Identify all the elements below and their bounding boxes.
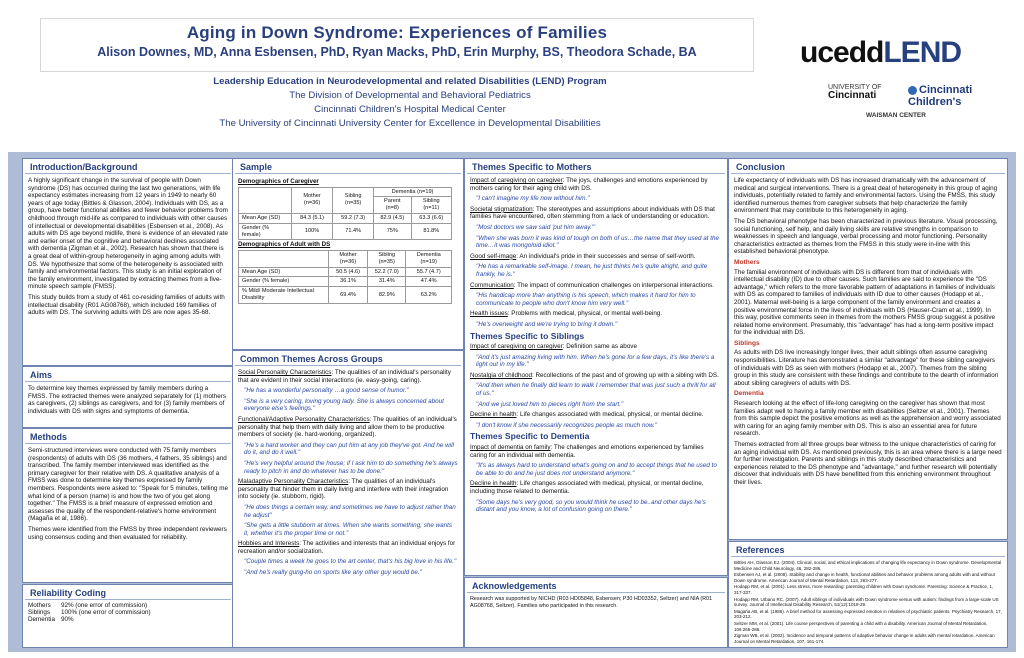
quote: "His handicap more than anything is his speech, which makes it hard for him to communicate to people who don't know him very well." xyxy=(476,292,696,307)
row-label: Mean Age (SD) xyxy=(239,213,292,223)
quote: "When she was born it was kind of tough on both of us…the name that they used at the time…it was mongoloid idiot." xyxy=(476,234,720,250)
uc-logo-small: UNIVERSITY OF xyxy=(828,84,882,91)
table-cell-empty xyxy=(239,187,292,213)
theme-label: Functional/Adaptive Personality Characteristics xyxy=(238,415,370,423)
theme-label: Nostalgia of childhood xyxy=(470,371,532,379)
ack-text: Research was supported by NICHD (R03 HD05848, Esbensen; P30 HD03352, Seltzer) and NIA (R01 AG08768, Seltzer). Families who participated in this research. xyxy=(470,596,713,609)
quote: "He has a remarkable self-image. I mean, he just thinks he's quite alright, and quite frankly, he is." xyxy=(476,263,708,278)
adult-table xyxy=(238,250,452,304)
mothers-theme-3 xyxy=(470,253,722,261)
aims-p1: To determine key themes expressed by family members during a FMSS. The extracted themes were analyzed separately for (1) mothers as caregivers, (2) siblings as caregivers, and for (3) family members of individuals with DS with signs and symptoms of dementia. xyxy=(28,385,226,415)
reliability-table xyxy=(28,603,157,623)
table-row xyxy=(239,277,452,287)
quote: "Some days he's very good, so you would think he used to be..and other days he's distant and you know, a lot of confusion going on there." xyxy=(476,498,706,514)
ucedd-lend-logo xyxy=(800,36,961,70)
conclusion-p3: The familial environment of individuals with DS is different from that of individuals with intellectual disability (ID) due to other causes. Such families are said to experience the "DS advantage," which refers to the more favorable pattern of adaptations in families of individuals with DS as compared to families of individuals with ID due to other causes (Hodapp et al., 2001). Maternal well-being is a large component of the family environment and creates a positive environmental force in the lives of individuals with DS (Hauser-Cram et al., 1999). In this way, positive comments seen in themes from the mothers FMSS group suggest a positive related home environment. Presumably, this "advantage" has had a long-term positive impact for the individual with DS. xyxy=(734,268,995,337)
sample-heading: Sample xyxy=(235,159,461,174)
caregiver-table xyxy=(238,187,452,241)
cch-dot-icon xyxy=(908,86,917,95)
theme-label: Social Personality Characteristics xyxy=(238,369,332,376)
col-sibling: Sibling (n=35) xyxy=(333,187,374,213)
siblings-heading: Themes Specific to Siblings xyxy=(470,330,585,341)
theme-text: : Life changes associated with medical, physical, or mental decline. xyxy=(516,411,704,419)
quote: "He's a hard worker and they can put him at any job they've got. And he will do it, and do it well." xyxy=(244,441,454,457)
intro-heading: Introduction/Background xyxy=(25,159,231,174)
theme-label: Impact of caregiving on caregiver xyxy=(470,343,563,351)
affiliation-3: Cincinnati Children's Hospital Medical Center xyxy=(314,104,506,115)
table-cell: 81.8% xyxy=(411,223,451,240)
theme-text: : Recollections of the past and of growing up with a sibling with DS. xyxy=(531,371,719,379)
reliability-group: Siblings xyxy=(28,608,51,616)
references-heading: References xyxy=(731,542,1005,557)
col-sibling: Sibling (n=35) xyxy=(368,250,406,267)
quote: "She gets a little stubborn at times. When she wants something, she wants it, whether it's the proper time or not." xyxy=(244,522,453,537)
poster-body xyxy=(8,152,1016,652)
table-row xyxy=(239,223,452,240)
table-cell-empty xyxy=(239,250,329,267)
quote: "He's overweight and we're trying to bring it down." xyxy=(476,320,618,328)
caregiver-table-caption: Demographics of Caregiver xyxy=(238,178,319,185)
dementia-theme-2 xyxy=(470,480,722,495)
theme-label: Health issues xyxy=(470,310,508,318)
theme-text: : The qualities of an individual's personality that are evident in their social interactions (ie. easy-going, caring). xyxy=(238,369,451,384)
theme-text: : Definition same as above xyxy=(562,343,637,351)
table-cell: 50.5 (4.6) xyxy=(329,267,368,277)
quote: "And we just loved him to pieces right from the start." xyxy=(476,400,624,408)
ack-panel xyxy=(464,577,728,648)
ack-heading: Acknowledgements xyxy=(467,578,725,593)
quote: "Couple times a week he goes to the art center, that's his big love in his life." xyxy=(244,558,457,566)
siblings-theme-2 xyxy=(470,372,722,380)
dementia-theme-1 xyxy=(470,444,722,459)
conclusion-heading: Conclusion xyxy=(731,159,1005,174)
mothers-heading: Themes Specific to Mothers xyxy=(467,159,725,174)
logo-lend: LEND xyxy=(883,36,962,69)
table-row xyxy=(239,250,452,267)
mothers-theme-4 xyxy=(470,282,722,290)
quote: "He does things a certain way, and sometimes we have to adjust rather than he adjust" xyxy=(244,503,456,519)
conclusion-p4: As adults with DS live increasingly longer lives, their adult siblings often assume caregiving responsibilities. Literature has demonstrated a similar "advantage" for these sibling caregivers of individuals with DS as seen with mothers (Hodapp et al., 2007). Themes from the sibling group in this study are consistent with these findings and contribute to the dearth of information about sibling caregivers of adults with DS. xyxy=(734,349,999,387)
theme-label: Good self-image xyxy=(470,252,517,260)
affiliation-4: The University of Cincinnati University Center for Excellence in Developmental Disabilities xyxy=(219,118,601,129)
table-cell: 47.4% xyxy=(406,277,452,287)
aims-panel xyxy=(22,366,234,428)
conclusion-mothers-heading: Mothers xyxy=(734,258,760,266)
theme-text: : An individual's pride in their successes and sense of self-worth. xyxy=(516,252,696,260)
col-mother: Mother (n=36) xyxy=(291,187,332,213)
theme-label: Impact of caregiving on caregiver xyxy=(470,177,563,184)
conclusion-p6: Themes extracted from all three groups bear witness to the unique characteristics of caring for an aging individual with DS. As mentioned previously, this is an area where there is a large need for further investigation. Parents and siblings in this study described characteristics and experiences related to the DS phenotype and "advantage," and further research will potentially discover that individuals with DS have benefitted from this enriching environment throughout their lives. xyxy=(734,441,1002,486)
col-parent: Parent (n=8) xyxy=(374,197,412,214)
table-cell: 63.3 (6.6) xyxy=(411,213,451,223)
theme-text: : The challenges and emotions experienced by families caring for an individual with dementia. xyxy=(470,444,704,459)
quote: "She is a very caring, loving young lady. She is always concerned about everyone else's feelings." xyxy=(244,397,444,413)
reference-item: Hodapp RM, et al. (2001). Less stress, more rewarding: parenting children with Down syndrome. Parenting: Science & Practice, 1, 317-337. xyxy=(734,584,994,595)
logo-ucedd: ucedd xyxy=(800,36,884,69)
table-row xyxy=(239,187,452,197)
references-panel xyxy=(728,541,1008,648)
reliability-value: 90% xyxy=(60,615,74,623)
table-cell: 52.2 (7.0) xyxy=(368,267,406,277)
quote: "And then when he finally did learn to walk I remember that was just such a thrill for all of us." xyxy=(476,382,716,398)
theme-text: : The impact of communication challenges on interpersonal interactions. xyxy=(513,281,714,289)
intro-p1: A highly significant change in the survival of people with Down syndrome (DS) has occurred during the last two generations, with life expectancy estimates increasing from 12 years in 1949 to nearly 60 years of age today (Bittles & Glasson, 2004). Individuals with DS, as a group, have better functional abilities and fewer behavior problems from childhood through mid-life as compared to individuals with other causes of intellectual or developmental disabilities (Esbensen et al., 2008). As adults with DS age beyond midlife, there is evidence of an elevated rate and earlier onset of the cognitive and behavioral declines associated with dementia (Zigman et al., 2002). Research has shown that there is a great deal of within-group heterogeneity in aging among adults with DS. We hypothesize that some of the heterogeneity is associated with family and environmental factors. This study is an initial exploration of the family environment, investigated by extracting themes from a five-minute speech sample (FMSS). xyxy=(28,177,228,291)
theme-text: : The stereotypes and assumptions about individuals with DS that families have encountered, often stemming from a lack of understanding or education. xyxy=(470,205,715,221)
table-row xyxy=(239,213,452,223)
reference-item: Zigman WB, et al. (2002). Incidence and temporal patterns of adaptive behavior change in adults with mental retardation. American Journal on Mental Retardation, 107, 161-174. xyxy=(734,633,995,644)
theme-text: : The activities and interests that an individual enjoys for recreation and/or socialization. xyxy=(238,540,456,555)
affiliation-2: The Division of Developmental and Behavioral Pediatrics xyxy=(289,90,531,101)
title-box xyxy=(40,18,754,72)
methods-heading: Methods xyxy=(25,429,231,444)
uc-logo-big: Cincinnati xyxy=(828,90,877,101)
row-label: Mean Age (SD) xyxy=(239,267,329,277)
intro-panel xyxy=(22,158,234,366)
table-cell: 84.3 (5.1) xyxy=(291,213,332,223)
quote: "I don't know if she necessarily recognizes people as much now." xyxy=(476,421,658,429)
quote: "And he's really gung-ho on sports like any other guy would be." xyxy=(244,569,422,577)
theme-text: : The qualities of an individual's personality that help them with daily living and allow them to be productive members of society (ie. hard-working, organized). xyxy=(238,415,457,439)
conclusion-dementia-heading: Dementia xyxy=(734,390,764,398)
theme-text: : The joys, challenges and emotions experienced by mothers caring for their aging child with DS. xyxy=(470,177,708,192)
table-cell: 55.7 (4.7) xyxy=(406,267,452,277)
conclusion-p2: The DS behavioral phenotype has been characterized in previous literature. Visual processing, social functioning, self help, and daily living skills are relative strengths in comparison to weaknesses in speech and language, verbal processing and motor functioning. Personality characteristics extracted as themes from the FMSS in this study were in-line with this established behavioral phenotype. xyxy=(734,217,998,256)
conclusion-siblings-heading: Siblings xyxy=(734,339,760,347)
theme-text: : Life changes associated with medical, physical, or mental decline, including those related to dementia. xyxy=(470,480,704,495)
quote: "He's very helpful around the house; if I ask him to do something he's always ready to pitch in and do whatever has to be done." xyxy=(244,459,458,475)
table-cell: 59.2 (7.3) xyxy=(333,213,374,223)
aims-heading: Aims xyxy=(25,367,231,382)
sample-panel xyxy=(232,158,464,350)
quote: "It's as always hard to understand what's going on and to accept things that he used to be able to do and he just does not understand anymore." xyxy=(476,462,717,477)
table-cell: 63.2% xyxy=(406,287,452,304)
conclusion-p1: Life expectancy of individuals with DS has increased dramatically with the advancement of medical and surgical interventions. There is a great deal of heterogeneity in this group of aging individuals, potentially related to family and environmental factors. Using the FMSS, this study identified numerous themes from caregiver subsets that help characterize the family environment that may contribute to this heterogeneity in aging. xyxy=(734,177,998,215)
quote: "Most doctors we saw said 'put him away.'" xyxy=(476,223,596,231)
specific-themes-panel xyxy=(464,158,728,576)
table-cell: 69.4% xyxy=(329,287,368,304)
partner-logos xyxy=(828,84,1024,119)
table-cell: 71.4% xyxy=(333,223,374,240)
table-row xyxy=(239,267,452,277)
row-label: % Mild/ Moderate Intellectual Disability xyxy=(239,287,329,304)
uc-logo xyxy=(828,84,882,100)
dementia-heading: Themes Specific to Dementia xyxy=(470,431,590,442)
intro-p2: This study builds from a study of 461 co-residing families of adults with intellectual disability (R01 AG08768), which included 169 families of adults with DS. The surviving adults with DS are now ages 35-68. xyxy=(28,293,225,317)
reliability-panel xyxy=(22,584,234,648)
reliability-value: 92% (one error of commission) xyxy=(60,602,148,609)
affiliation-1: Leadership Education in Neurodevelopmental and related Disabilities (LEND) Program xyxy=(213,76,607,87)
methods-p1: Semi-structured interviews were conducted with 75 family members (respondents) of adults with DS (36 mothers, 4 fathers, 35 siblings) and transcribed. The family member interviewed was identified as the primary caregiver for their relative with DS. A qualitative analysis of a FMSS was done to determine key themes expressed by family members. Respondents were asked to: "Speak for 5 minutes, telling me what kind of a person (name) is and how the two of you get along together." The FMSS is a brief measure of expressed emotion and assesses the quality of the respondent-relative's home environment (Magaña et al, 1986). xyxy=(28,447,228,523)
quote: "He has a wonderful personality …a good sense of humor." xyxy=(244,387,409,395)
common-theme-2 xyxy=(238,416,458,439)
table-cell: 31.4% xyxy=(368,277,406,287)
cch-logo-a: Cincinnati xyxy=(919,84,973,96)
quote: "And it's just amazing living with him. When he's gone for a few days, it's like there's a light out in my life." xyxy=(476,353,715,369)
theme-label: Hobbies and Interests xyxy=(238,540,300,548)
table-cell: 82.9% xyxy=(368,287,406,304)
table-cell: 75% xyxy=(374,223,412,240)
reliability-group: Dementia xyxy=(28,615,55,623)
common-theme-3 xyxy=(238,478,458,501)
conclusion-panel xyxy=(728,158,1008,540)
reliability-heading: Reliability Coding xyxy=(25,585,231,600)
reliability-value: 100% (one error of commission) xyxy=(60,608,151,616)
cch-logo-b: Children's xyxy=(908,96,962,108)
mothers-theme-5 xyxy=(470,310,722,318)
adult-table-caption: Demographics of Adult with DS xyxy=(238,241,331,249)
reliability-group: Mothers xyxy=(28,602,51,609)
poster-title: Aging in Down Syndrome: Experiences of Families xyxy=(186,23,608,42)
common-themes-panel xyxy=(232,350,464,648)
mothers-theme-1 xyxy=(470,177,722,192)
theme-label: Decline in health xyxy=(470,411,517,419)
table-cell: 82.9 (4.5) xyxy=(374,213,412,223)
common-theme-4 xyxy=(238,540,458,555)
theme-label: Decline in health xyxy=(470,480,517,488)
siblings-theme-3 xyxy=(470,411,722,419)
theme-label: Communication xyxy=(470,281,514,289)
affiliations xyxy=(180,75,640,131)
reference-item: Bittles AH, Glasson EJ. (2004). Clinical, social, and ethical implications of changing life expectancy in Down syndrome. Developmental Medicine and Child Neurology, 46, 282-286. xyxy=(734,560,1002,571)
theme-label: Societal stigmatization xyxy=(470,205,533,213)
theme-text: : The qualities of an individual's personality that hinder them in daily living and interfere with their integration into society (ie. stubborn, rigid). xyxy=(238,478,449,501)
col-mother: Mother (n=36) xyxy=(329,250,368,267)
theme-label: Maladaptive Personality Characteristics xyxy=(238,478,349,486)
common-heading: Common Themes Across Groups xyxy=(235,351,461,366)
row-label: Gender (% female) xyxy=(239,277,329,287)
table-row xyxy=(28,617,157,624)
table-cell: 100% xyxy=(291,223,332,240)
methods-p2: Themes were identified from the FMSS by three independent reviewers using consensus coding and then evaluated for reliability. xyxy=(28,525,227,541)
table-cell: 36.1% xyxy=(329,277,368,287)
siblings-theme-1 xyxy=(470,343,722,351)
conclusion-p5: Research looking at the effect of life-long caregiving on the caregiver has shown that most families adapt well to having a family member with disabilities (Seltzer et al., 2001). Themes from this sample depict the positive emotions as well as the apprehension and worry associated with caring for an aging family member with DS. This is also an essential area for future research. xyxy=(734,400,1001,438)
reference-item: Seltzer MM, et al. (2001). Life course perspectives of parenting a child with a disability. American Journal of Mental Retardation, 106:265-286. xyxy=(734,620,988,632)
col-dementia-sibling: Sibling (n=11) xyxy=(411,197,451,214)
reference-item: Magaña AB, et al. (1986). A brief method for assessing expressed emotion in relatives of psychiatric patients. Psychiatry Research, 17, 203-212. xyxy=(734,608,1002,620)
row-label: Gender (% female) xyxy=(239,223,292,240)
col-dementia: Dementia (n=19) xyxy=(374,187,452,197)
reference-item: Esbensen AJ, et al. (2008). Stability and change in health, functional abilities and behavior problems among adults with and without Down syndrome. American Journal of Mental Retardation, 113, 263-277. xyxy=(734,572,995,583)
poster-authors: Alison Downes, MD, Anna Esbensen, PhD, Ryan Macks, PhD, Erin Murphy, BS, Theodora Schade, BA xyxy=(97,45,697,59)
common-theme-1 xyxy=(238,369,458,384)
quote: "I can't imagine my life now without him." xyxy=(476,195,590,203)
waisman-logo: WAISMAN CENTER xyxy=(866,112,926,119)
theme-text: : Problems with medical, physical, or mental well-being. xyxy=(507,310,663,318)
poster-header xyxy=(0,0,1024,150)
theme-label: Impact of dementia on family xyxy=(470,444,551,452)
table-row xyxy=(239,287,452,304)
cch-logo xyxy=(908,84,972,108)
mothers-theme-2 xyxy=(470,206,722,221)
reference-item: Hodapp RM, Urbano RC. (2007). Adult siblings of individuals with Down syndrome versus with autism: findings from a large-scale US survey. Journal of Intellectual Disability Research, 51(12):1018-29. xyxy=(734,596,999,608)
col-dementia: Dementia (n=19) xyxy=(406,250,452,267)
methods-panel xyxy=(22,428,234,583)
